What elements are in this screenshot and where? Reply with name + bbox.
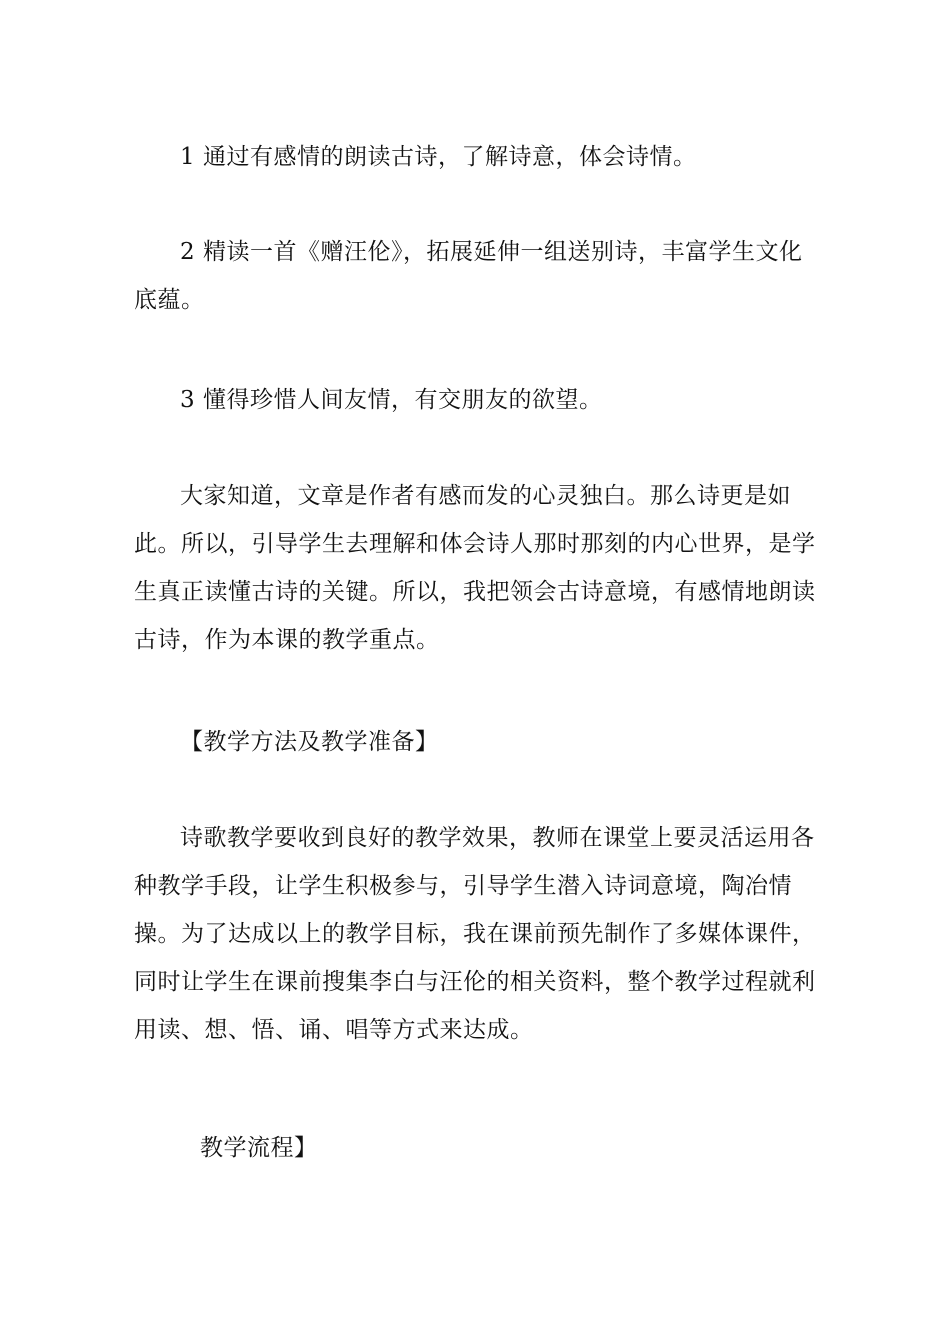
goal-1-paragraph: 1 通过有感情的朗读古诗，了解诗意，体会诗情。 — [180, 144, 697, 170]
goal-3-paragraph: 3 懂得珍惜人间友情，有交朋友的欲望。 — [180, 387, 603, 413]
methods-heading: 【教学方法及教学准备】 — [180, 729, 439, 755]
teaching-focus-paragraph: 大家知道，文章是作者有感而发的心灵独白。那么诗更是如此。所以，引导学生去理解和体会诗人那时那刻的内心世界，是学生真正读懂古诗的关键。所以，我把领会古诗意境，有感情地朗读古诗，作为本课的教学重点。 — [134, 483, 816, 653]
process-heading: 教学流程】 — [200, 1135, 318, 1161]
methods-paragraph: 诗歌教学要收到良好的教学效果，教师在课堂上要灵活运用各种教学手段，让学生积极参与，引导学生潜入诗词意境，陶冶情操。为了达成以上的教学目标，我在课前预先制作了多媒体课件，同时让学生在课前搜集李白与汪伦的相关资料，整个教学过程就利用读、想、悟、诵、唱等方式来达成。 — [134, 825, 816, 1043]
goal-2-paragraph: 2 精读一首《赠汪伦》，拓展延伸一组送别诗，丰富学生文化底蕴。 — [134, 239, 803, 313]
